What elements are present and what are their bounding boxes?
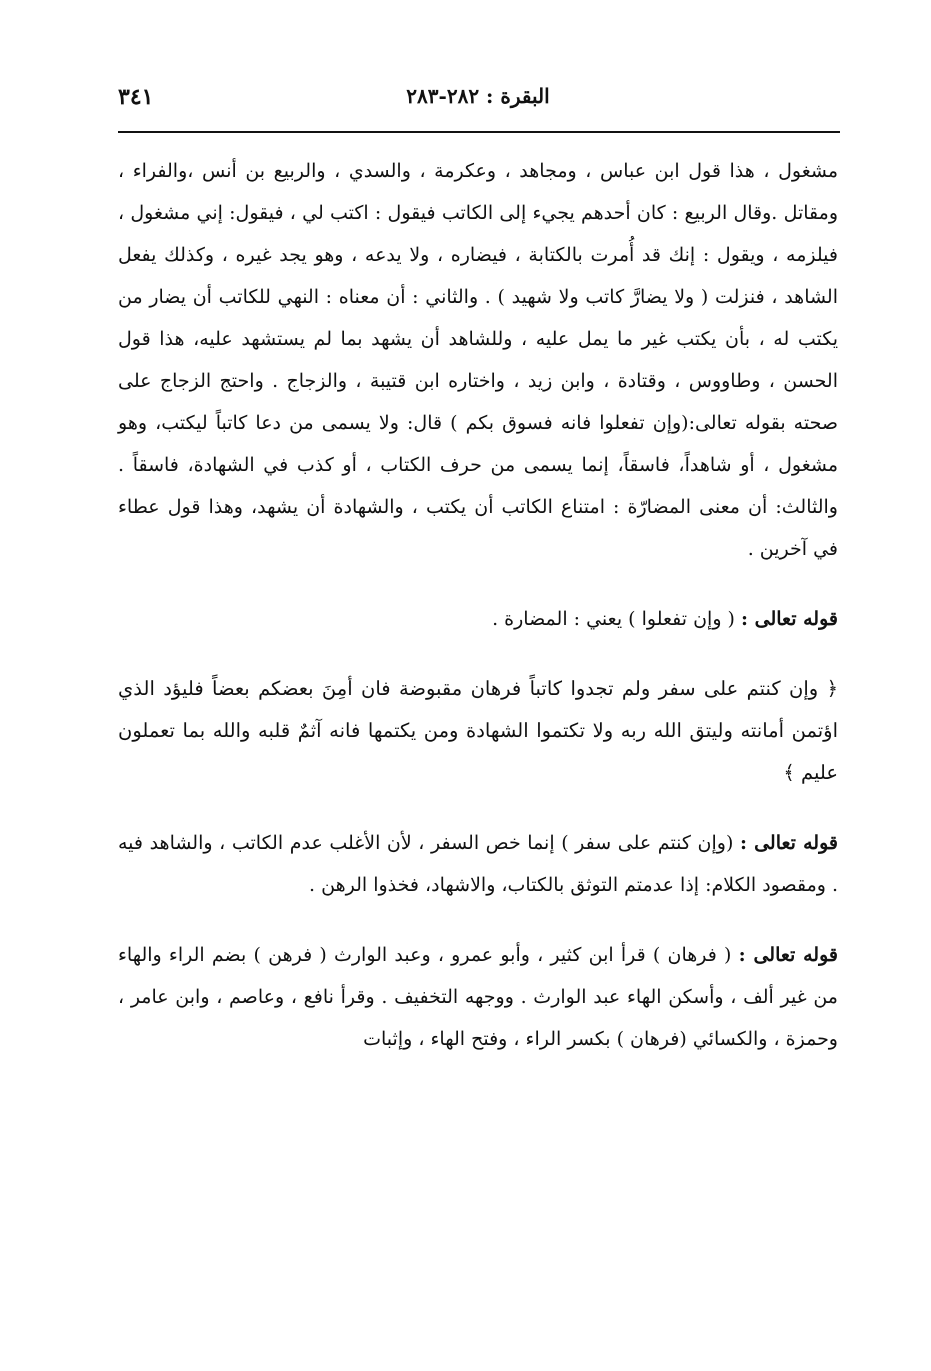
paragraph-text: ( وإن تفعلوا ) يعني : المضارة . [492, 608, 741, 630]
paragraph-text: ( فرهان ) قرأ ابن كثير ، وأبو عمرو ، وعبد الوارث ( فرهن ) بضم الراء والهاء من غير ألف ، وأسكن الهاء عبد الوارث . ووجهه التخفيف . وقرأ نافع ، وعاصم ، وابن عامر ، وحمزة ، والكسائي (فرهان ) بكسر الراء ، وفتح الهاء ، وإثبات [118, 944, 838, 1050]
paragraph-lead: قوله تعالى : [739, 832, 838, 854]
page-number: ٣٤١ [118, 84, 154, 110]
paragraph-lead: قوله تعالى : [738, 944, 838, 966]
page-body [118, 150, 838, 1060]
paragraph-text: (وإن كنتم على سفر ) إنما خص السفر ، لأن الأغلب عدم الكاتب ، والشاهد فيه . ومقصود الكلام: إذا عدمتم التوثق بالكتاب، والاشهاد، فخذوا الرهن . [118, 832, 838, 896]
running-head [118, 84, 838, 114]
paragraph-text: مشغول ، هذا قول ابن عباس ، ومجاهد ، وعكرمة ، والسدي ، والربيع بن أنس ،والفراء ، ومقاتل .وقال الربيع : كان أحدهم يجيء إلى الكاتب فيقول : اكتب لي ، فيقول: إني مشغول ، فيلزمه ، ويقول : إنك قد أُمرت بالكتابة ، فيضاره ، ولا يدعه ، وهو يجد غيره ، وكذلك يفعل الشاهد ، فنزلت ( ولا يضارَّ كاتب ولا شهيد ) . والثاني : أن معناه : النهي للكاتب أن يضار من يكتب له ، بأن يكتب غير ما يمل عليه ، وللشاهد أن يشهد بما لم يستشهد عليه، هذا قول الحسن ، وطاووس ، وقتادة ، وابن زيد ، واختاره ابن قتيبة ، والزجاج . واحتج الزجاج على صحته بقوله تعالى:(وإن تفعلوا فانه فسوق بكم ) قال: ولا يسمى من دعا كاتباً ليكتب، وهو مشغول ، أو شاهداً، فاسقاً، إنما يسمى من حرف الكتاب ، أو كذب في الشهادة، فاسقاً . والثالث: أن معنى المضارّة : امتناع الكاتب أن يكتب ، والشهادة أن يشهد، وهذا قول عطاء في آخرين . [118, 160, 838, 560]
paragraph-commentary-3 [118, 822, 838, 906]
verse-text: ﴿ وإن كنتم على سفر ولم تجدوا كاتباً فرهان مقبوضة فان أمِنَ بعضكم بعضاً فليؤد الذي اؤتمن أمانته وليتق الله ربه ولا تكتموا الشهادة ومن يكتمها فانه آثمٌ قلبه والله بما تعملون عليم ﴾ [118, 677, 838, 784]
header-rule [118, 131, 840, 133]
paragraph-commentary-2 [118, 598, 838, 640]
surah-reference: البقرة : ٢٨٢-٢٨٣ [406, 84, 550, 108]
quran-verse [118, 668, 838, 794]
paragraph-commentary-4 [118, 934, 838, 1060]
paragraph-commentary-1 [118, 150, 838, 570]
paragraph-lead: قوله تعالى : [741, 608, 838, 630]
